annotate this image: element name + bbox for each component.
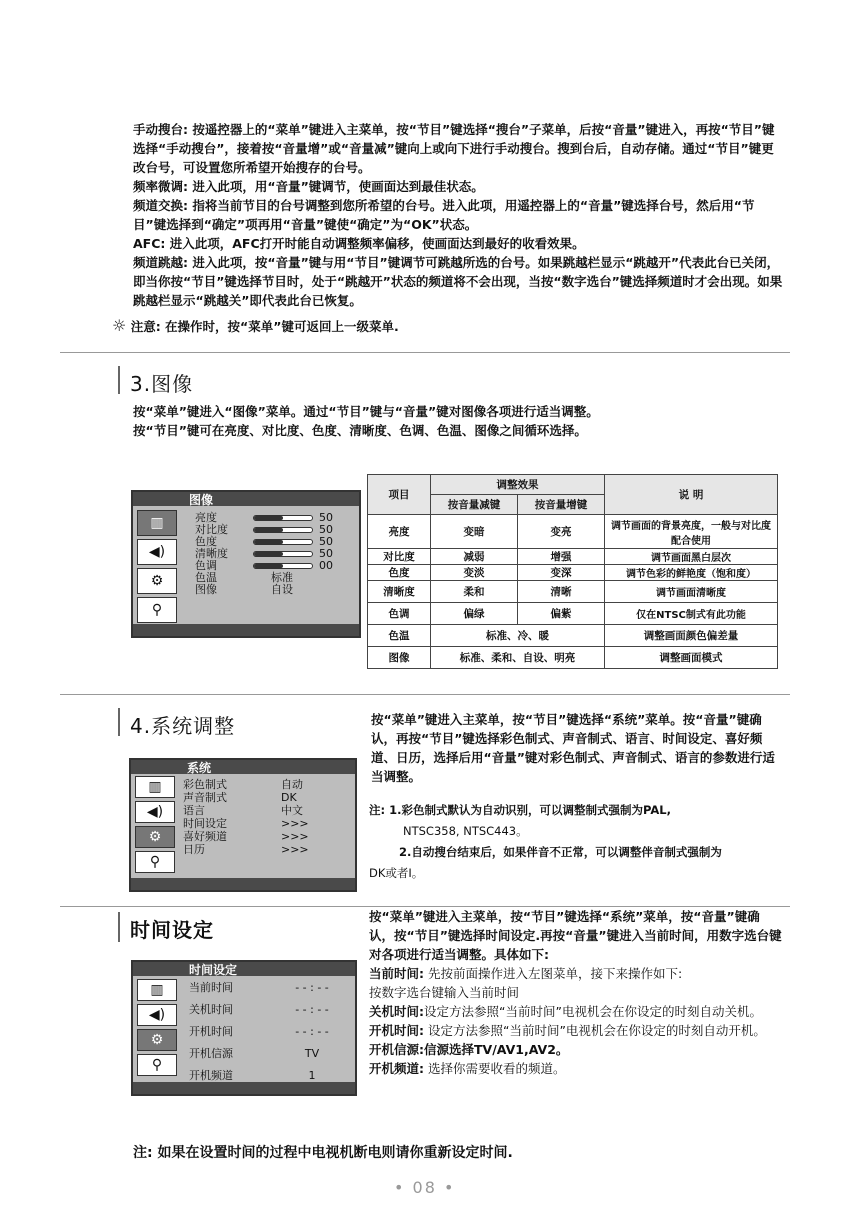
channel-skip-heading: 频道跳越: (133, 255, 188, 270)
table-cell: 变亮 (518, 515, 605, 549)
picture-item-label[interactable]: 色度 (195, 535, 217, 548)
afc-heading: AFC: (133, 236, 166, 251)
picture-item-value: 50 (319, 547, 333, 560)
search-icon[interactable]: ⚲ (135, 851, 175, 873)
time-item-value: 1 (308, 1069, 316, 1082)
table-cell: 色度 (368, 565, 431, 581)
time-menu-titlebar (133, 962, 355, 976)
section5-title: 时间设定 (130, 918, 214, 942)
system-menu (129, 758, 357, 892)
table-row (368, 515, 778, 549)
on-channel-heading: 开机频道: (369, 1061, 424, 1076)
sound-icon[interactable]: ◀) (137, 539, 177, 565)
tip-note (112, 316, 399, 335)
sound-icon[interactable]: ◀) (137, 1004, 177, 1026)
note1-cont: NTSC358, NTSC443。 (403, 824, 528, 838)
table-cell: 亮度 (368, 515, 431, 549)
picture-menu-footer (133, 624, 359, 636)
current-time-text2: 按数字选台键输入当前时间 (369, 985, 520, 1000)
table-cell: 偏绿 (431, 603, 518, 625)
table-cell: 减弱 (431, 549, 518, 565)
picture-icon[interactable]: ▥ (135, 776, 175, 798)
note2-cont: DK或者I。 (369, 866, 424, 880)
picture-item-label[interactable]: 图像 (195, 583, 217, 596)
fine-tune-text: 进入此项，用“音量”键调节，使画面达到最佳状态。 (188, 179, 484, 194)
current-time-heading: 当前时间: (369, 966, 424, 981)
intro-text (133, 120, 783, 310)
picture-level-slider[interactable] (253, 527, 313, 533)
table-header-dec: 按音量减键 (431, 495, 518, 515)
system-item-label[interactable]: 时间设定 (183, 817, 227, 830)
slider-fill (254, 516, 283, 520)
settings-icon[interactable]: ⚙ (137, 1029, 177, 1051)
table-cell: 图像 (368, 647, 431, 669)
manual-search-heading: 手动搜台: (133, 122, 188, 137)
section4-mark (118, 708, 120, 736)
picture-item-label[interactable]: 对比度 (195, 523, 228, 536)
table-row (368, 647, 778, 669)
off-time-text: 设定方法参照“当前时间”电视机会在你设定的时刻自动关机。 (424, 1004, 762, 1019)
table-cell: 增强 (518, 549, 605, 565)
settings-icon[interactable]: ⚙ (135, 826, 175, 848)
table-cell: 清晰度 (368, 581, 431, 603)
sound-icon[interactable]: ◀) (135, 801, 175, 823)
table-cell: 调节画面黑白层次 (605, 549, 778, 565)
picture-menu-titlebar (133, 492, 359, 506)
system-menu-footer (131, 878, 355, 890)
channel-skip-text: 进入此项，按“音量”键与用“节目”键调节可跳越所选的台号。如果跳越栏显示“跳越开”代表此台已关闭，即当你按“节目”键选择节目时，处于“跳越开”状态的频道将不会出现，当按“数字选台”键选择频道时才会出现。如果跳越栏显示“跳越关”即代表此台已恢复。 (133, 255, 783, 308)
section3-mark (118, 366, 120, 394)
table-cell: 色调 (368, 603, 431, 625)
on-source-heading: 开机信源: (369, 1042, 424, 1057)
section3-rule (60, 352, 790, 353)
system-item-value: >>> (281, 830, 309, 843)
table-cell: 变暗 (431, 515, 518, 549)
table-cell: 仅在NTSC制式有此功能 (605, 603, 778, 625)
picture-level-slider[interactable] (253, 515, 313, 521)
picture-item-label[interactable]: 色温 (195, 571, 217, 584)
system-item-label[interactable]: 彩色制式 (183, 778, 227, 791)
picture-item-value: 50 (319, 535, 333, 548)
table-header-desc: 说 明 (605, 475, 778, 515)
slider-fill (254, 564, 283, 568)
system-item-label[interactable]: 日历 (183, 843, 205, 856)
table-cell: 清晰 (518, 581, 605, 603)
picture-icon[interactable]: ▥ (137, 979, 177, 1001)
table-row (368, 581, 778, 603)
section4-title: 4.系统调整 (130, 714, 236, 738)
system-item-value: 自动 (281, 778, 303, 791)
picture-adjust-table (367, 474, 778, 669)
note2: 2.自动搜台结束后，如果伴音不正常，可以调整伴音制式强制为 (399, 845, 722, 859)
system-item-label[interactable]: 语言 (183, 804, 205, 817)
time-item-value: TV (304, 1047, 320, 1060)
time-menu-footer (133, 1082, 355, 1094)
time-item-label[interactable]: 开机频道 (189, 1069, 233, 1082)
on-channel-text: 选择你需要收看的频道。 (424, 1061, 566, 1076)
table-cell: 调节色彩的鲜艳度（饱和度） (605, 565, 778, 581)
system-item-label[interactable]: 喜好频道 (183, 830, 227, 843)
section4-rule (60, 694, 790, 695)
settings-icon[interactable]: ⚙ (137, 568, 177, 594)
picture-menu (131, 490, 361, 638)
table-cell: 标准、冷、暖 (431, 625, 605, 647)
table-header-effect: 调整效果 (431, 475, 605, 495)
on-source-text: 信源选择TV/AV1,AV2。 (424, 1042, 569, 1057)
table-cell: 偏紫 (518, 603, 605, 625)
slider-fill (254, 552, 283, 556)
table-cell: 变淡 (431, 565, 518, 581)
section4-notes (369, 800, 781, 884)
picture-level-slider[interactable] (253, 563, 313, 569)
manual-search-text: 按遥控器上的“菜单”键进入主菜单，按“节目”键选择“搜台”子菜单，后按“音量”键进入，再按“节目”键选择“手动搜台”，接着按“音量增”或“音量减”键向上或向下进行手动搜台。搜到台后，自动存储。通过“节目”键更改台号，可设置您所希望开始搜存的台号。 (133, 122, 775, 175)
picture-item-value: 50 (319, 511, 333, 524)
system-menu-title: 系统 (187, 761, 212, 775)
page-number: • 08 • (394, 1178, 456, 1197)
table-row (368, 549, 778, 565)
tip-text: 注意: 在操作时，按“菜单”键可返回上一级菜单. (130, 319, 399, 334)
section5-desc (369, 907, 783, 1078)
footer-note: 注: 如果在设置时间的过程中电视机断电则请你重新设定时间. (133, 1145, 513, 1161)
section3-desc-line1: 按“菜单”键进入“图像”菜单。通过“节目”键与“音量”键对图像各项进行适当调整。 (133, 404, 599, 419)
search-icon[interactable]: ⚲ (137, 597, 177, 623)
system-item-value: 中文 (281, 804, 303, 817)
picture-item-value: 50 (319, 523, 333, 536)
system-item-value: >>> (281, 843, 309, 856)
system-item-value: DK (281, 791, 297, 804)
picture-item-value: 自设 (271, 583, 293, 596)
slider-fill (254, 528, 283, 532)
channel-swap-text: 指将当前节目的台号调整到您所希望的台号。进入此项，用遥控器上的“音量”键选择台号，然后用“节目”键选择到“确定”项再用“音量”键使“确定”为“OK”状态。 (133, 198, 755, 232)
section3-title: 3.图像 (130, 372, 194, 396)
slider-fill (254, 540, 283, 544)
picture-item-label[interactable]: 色调 (195, 559, 217, 572)
system-item-value: >>> (281, 817, 309, 830)
table-row (368, 625, 778, 647)
section3-desc-line2: 按“节目”键可在亮度、对比度、色度、清晰度、色调、色温、图像之间循环选择。 (133, 423, 587, 438)
time-item-label[interactable]: 关机时间 (189, 1003, 233, 1016)
picture-menu-title: 图像 (189, 493, 214, 507)
channel-swap-heading: 频道交换: (133, 198, 188, 213)
table-cell: 调节画面清晰度 (605, 581, 778, 603)
afc-text: 进入此项，AFC打开时能自动调整频率偏移，使画面达到最好的收看效果。 (165, 236, 585, 251)
table-cell: 调整画面模式 (605, 647, 778, 669)
picture-level-slider[interactable] (253, 551, 313, 557)
table-cell: 色温 (368, 625, 431, 647)
note1: 注: 1.彩色制式默认为自动识别，可以调整制式强制为PAL, (369, 803, 671, 817)
picture-item-value: 00 (319, 559, 333, 572)
current-time-text: 先按前面操作进入左图菜单，接下来操作如下: (424, 966, 683, 981)
time-item-value: - - : - - (295, 1025, 329, 1038)
table-cell: 柔和 (431, 581, 518, 603)
system-item-label[interactable]: 声音制式 (183, 791, 227, 804)
picture-item-label[interactable]: 亮度 (195, 511, 217, 524)
time-item-label[interactable]: 当前时间 (189, 981, 233, 994)
section5-intro: 按“菜单”键进入主菜单，按“节目”键选择“系统”菜单，按“音量”键确认，按“节目”键选择时间设定.再按“音量”键进入当前时间，用数字选台键对各项进行适当调整。具体如下: (369, 909, 782, 962)
picture-item-label[interactable]: 清晰度 (195, 547, 228, 560)
table-cell: 变深 (518, 565, 605, 581)
on-time-heading: 开机时间: (369, 1023, 424, 1038)
table-cell: 标准、柔和、自设、明亮 (431, 647, 605, 669)
time-menu (131, 960, 357, 1096)
table-cell: 调整画面颜色偏差量 (605, 625, 778, 647)
table-header-item: 项目 (368, 475, 431, 515)
picture-item-value: 标准 (271, 571, 293, 584)
picture-icon[interactable]: ▥ (137, 510, 177, 536)
off-time-heading: 关机时间: (369, 1004, 424, 1019)
time-item-label[interactable]: 开机时间 (189, 1025, 233, 1038)
on-time-text: 设定方法参照“当前时间”电视机会在你设定的时刻自动开机。 (424, 1023, 766, 1038)
table-cell: 调节画面的背景亮度，一般与对比度配合使用 (605, 515, 778, 549)
section4-desc: 按“菜单”键进入主菜单，按“节目”键选择“系统”菜单。按“音量”键确认，再按“节目”键选择彩色制式、声音制式、语言、时间设定、喜好频道、日历，选择后用“音量”键对彩色制式、声音制式、语言的参数进行适当调整。 (371, 712, 775, 784)
lightbulb-icon: ☼ (112, 316, 127, 335)
section3-desc (133, 402, 793, 440)
time-item-value: - - : - - (295, 981, 329, 994)
search-icon[interactable]: ⚲ (137, 1054, 177, 1076)
time-menu-title: 时间设定 (189, 963, 238, 977)
time-item-label[interactable]: 开机信源 (189, 1047, 233, 1060)
table-header-inc: 按音量增键 (518, 495, 605, 515)
time-item-value: - - : - - (295, 1003, 329, 1016)
table-cell: 对比度 (368, 549, 431, 565)
picture-level-slider[interactable] (253, 539, 313, 545)
table-row (368, 603, 778, 625)
fine-tune-heading: 频率微调: (133, 179, 188, 194)
section5-mark (118, 912, 120, 942)
table-row (368, 565, 778, 581)
system-menu-titlebar (131, 760, 355, 774)
